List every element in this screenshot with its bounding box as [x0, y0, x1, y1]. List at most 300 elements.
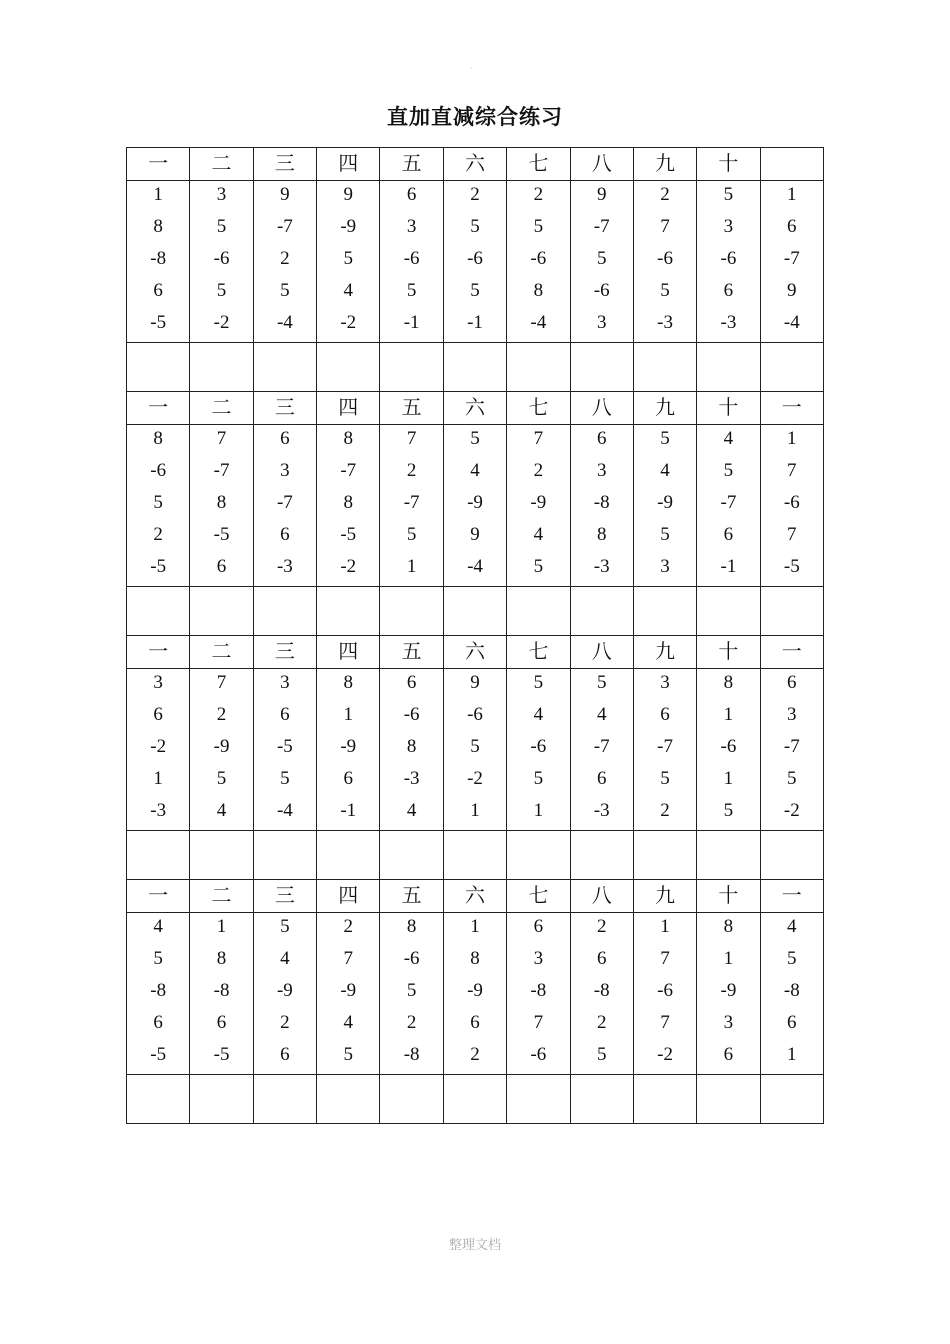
- operand: 5: [470, 216, 480, 237]
- column-header: 六: [443, 636, 506, 669]
- operand: 2: [596, 1012, 607, 1033]
- column-header: 五: [380, 880, 443, 913]
- operand: 4: [533, 524, 544, 545]
- operand: -5: [150, 556, 167, 577]
- operand: 7: [660, 1012, 670, 1033]
- problem-column: [760, 425, 823, 587]
- operand: 6: [153, 280, 163, 301]
- column-header: 五: [380, 636, 443, 669]
- problem-column: [253, 181, 316, 343]
- problem-column: [443, 181, 506, 343]
- operand: 1: [723, 704, 734, 725]
- operand: -8: [213, 980, 230, 1001]
- operand: 3: [596, 460, 607, 481]
- answer-cell[interactable]: [443, 587, 506, 636]
- problem-column: [380, 669, 443, 831]
- column-header: 八: [570, 880, 633, 913]
- operand: 6: [596, 948, 607, 969]
- operand: -7: [340, 460, 357, 481]
- problem-column: [570, 913, 633, 1075]
- operand: 5: [216, 280, 227, 301]
- operand: -6: [720, 248, 737, 269]
- operand: 9: [470, 672, 480, 693]
- answer-cell[interactable]: [127, 831, 190, 880]
- answer-cell[interactable]: [570, 1075, 633, 1124]
- column-header: 八: [570, 148, 633, 181]
- problem-column: [190, 425, 253, 587]
- column-header: 三: [253, 148, 316, 181]
- operand: -2: [340, 556, 357, 577]
- operand: 1: [660, 916, 670, 937]
- operand: 1: [343, 704, 353, 725]
- column-header: 三: [253, 880, 316, 913]
- operand: -2: [340, 312, 357, 333]
- answer-cell[interactable]: [190, 343, 253, 392]
- column-header: 六: [443, 148, 506, 181]
- operand: 9: [470, 524, 480, 545]
- operand: -7: [213, 460, 230, 481]
- operand: -6: [530, 736, 547, 757]
- answer-cell[interactable]: [443, 343, 506, 392]
- operand: 5: [216, 216, 227, 237]
- operand: 3: [153, 672, 163, 693]
- answer-cell[interactable]: [127, 1075, 190, 1124]
- answer-row: [127, 587, 824, 636]
- problem-column: [697, 669, 760, 831]
- operand: -5: [783, 556, 800, 577]
- operand: -6: [593, 280, 610, 301]
- operand: 5: [787, 768, 797, 789]
- column-header: 三: [253, 392, 316, 425]
- column-header: 九: [633, 148, 696, 181]
- column-header: 七: [507, 880, 570, 913]
- operand: 1: [787, 428, 797, 449]
- operand: 5: [406, 280, 417, 301]
- operand: 6: [153, 704, 163, 725]
- answer-cell[interactable]: [443, 831, 506, 880]
- column-header: 四: [317, 636, 380, 669]
- operand: 4: [280, 948, 290, 969]
- column-header: 六: [443, 880, 506, 913]
- operand: 3: [723, 216, 734, 237]
- column-header: 五: [380, 392, 443, 425]
- operand: 8: [596, 524, 607, 545]
- operand: -6: [403, 248, 420, 269]
- problem-column: [697, 425, 760, 587]
- operand: 5: [343, 1044, 353, 1065]
- problem-column: [633, 669, 696, 831]
- operand: -7: [276, 216, 293, 237]
- operand: 4: [343, 1012, 353, 1033]
- operand: 3: [660, 672, 670, 693]
- answer-cell[interactable]: [253, 343, 316, 392]
- answer-cell[interactable]: [317, 587, 380, 636]
- answer-cell[interactable]: [760, 343, 823, 392]
- operand: 6: [280, 524, 290, 545]
- operand: -1: [467, 312, 483, 333]
- answer-cell[interactable]: [570, 343, 633, 392]
- problem-row: [127, 669, 824, 831]
- operand: 4: [660, 460, 670, 481]
- operand: -4: [276, 312, 293, 333]
- answer-row: [127, 343, 824, 392]
- operand: 5: [406, 980, 417, 1001]
- answer-cell[interactable]: [507, 1075, 570, 1124]
- column-header: 七: [507, 636, 570, 669]
- answer-cell[interactable]: [633, 1075, 696, 1124]
- operand: 2: [406, 1012, 417, 1033]
- operand: -7: [593, 736, 610, 757]
- operand: 6: [533, 916, 544, 937]
- operand: -2: [213, 312, 230, 333]
- operand: 1: [723, 768, 734, 789]
- operand: 8: [406, 916, 417, 937]
- column-header: 九: [633, 636, 696, 669]
- operand: 6: [723, 280, 734, 301]
- operand: -9: [213, 736, 230, 757]
- operand: -9: [657, 492, 673, 513]
- answer-cell[interactable]: [253, 587, 316, 636]
- problem-column: [697, 913, 760, 1075]
- operand: 5: [596, 672, 607, 693]
- problem-column: [317, 425, 380, 587]
- exercise-table: [126, 147, 824, 1124]
- operand: 8: [406, 736, 417, 757]
- answer-cell[interactable]: [697, 1075, 760, 1124]
- operand: 9: [280, 184, 290, 205]
- operand: 8: [723, 672, 734, 693]
- problem-column: [507, 181, 570, 343]
- operand: 5: [723, 800, 734, 821]
- problem-column: [570, 669, 633, 831]
- operand: 3: [723, 1012, 734, 1033]
- answer-row: [127, 831, 824, 880]
- page-title: 直加直减综合练习: [387, 104, 563, 129]
- column-header: 一: [127, 880, 190, 913]
- column-header: 一: [760, 392, 823, 425]
- operand: -6: [403, 948, 420, 969]
- operand: 8: [343, 672, 353, 693]
- column-header: 六: [443, 392, 506, 425]
- answer-cell[interactable]: [633, 587, 696, 636]
- problem-column: [317, 913, 380, 1075]
- answer-cell[interactable]: [127, 343, 190, 392]
- column-header: 二: [190, 880, 253, 913]
- answer-cell[interactable]: [760, 1075, 823, 1124]
- operand: -6: [213, 248, 230, 269]
- operand: 6: [787, 1012, 797, 1033]
- problem-column: [380, 913, 443, 1075]
- operand: 8: [153, 216, 163, 237]
- answer-cell[interactable]: [507, 343, 570, 392]
- operand: 3: [406, 216, 417, 237]
- operand: 5: [470, 428, 480, 449]
- operand: 1: [787, 1044, 797, 1065]
- operand: 6: [406, 184, 417, 205]
- operand: -4: [783, 312, 800, 333]
- answer-cell[interactable]: [760, 831, 823, 880]
- problem-row: [127, 425, 824, 587]
- operand: 9: [596, 184, 607, 205]
- operand: 5: [660, 524, 670, 545]
- column-header: 二: [190, 392, 253, 425]
- answer-cell[interactable]: [380, 343, 443, 392]
- operand: -6: [530, 1044, 547, 1065]
- column-header: 一: [127, 148, 190, 181]
- operand: 2: [470, 1044, 480, 1065]
- operand: 2: [596, 916, 607, 937]
- operand: 6: [406, 672, 417, 693]
- header-row: [127, 148, 824, 181]
- operand: -8: [593, 980, 610, 1001]
- answer-cell[interactable]: [253, 1075, 316, 1124]
- column-header: 一: [127, 636, 190, 669]
- problem-column: [443, 425, 506, 587]
- operand: 5: [533, 216, 544, 237]
- operand: 5: [596, 1044, 607, 1065]
- operand: 6: [723, 1044, 734, 1065]
- answer-cell[interactable]: [507, 587, 570, 636]
- column-header: [760, 148, 823, 181]
- problem-column: [127, 425, 190, 587]
- operand: 9: [343, 184, 353, 205]
- answer-cell[interactable]: [380, 587, 443, 636]
- operand: 4: [787, 916, 797, 937]
- problem-column: [443, 669, 506, 831]
- operand: -9: [530, 492, 547, 513]
- answer-cell[interactable]: [633, 343, 696, 392]
- operand: -3: [150, 800, 167, 821]
- column-header: 七: [507, 148, 570, 181]
- problem-column: [443, 913, 506, 1075]
- problem-column: [697, 181, 760, 343]
- operand: 7: [533, 1012, 544, 1033]
- operand: 1: [406, 556, 417, 577]
- column-header: 五: [380, 148, 443, 181]
- operand: 2: [533, 460, 544, 481]
- answer-cell[interactable]: [190, 587, 253, 636]
- problem-column: [253, 425, 316, 587]
- operand: 6: [660, 704, 670, 725]
- problem-column: [633, 913, 696, 1075]
- operand: -7: [276, 492, 293, 513]
- operand: 8: [343, 492, 353, 513]
- operand: 5: [470, 280, 480, 301]
- operand: 3: [596, 312, 607, 333]
- problem-column: [317, 669, 380, 831]
- operand: -7: [783, 248, 800, 269]
- column-header: 十: [697, 392, 760, 425]
- answer-cell[interactable]: [697, 831, 760, 880]
- problem-column: [633, 181, 696, 343]
- operand: -9: [340, 736, 357, 757]
- answer-cell[interactable]: [443, 1075, 506, 1124]
- column-header: 四: [317, 880, 380, 913]
- problem-row: [127, 181, 824, 343]
- answer-cell[interactable]: [253, 831, 316, 880]
- operand: 5: [280, 916, 290, 937]
- operand: 6: [216, 556, 227, 577]
- operand: 3: [533, 948, 544, 969]
- answer-cell[interactable]: [697, 343, 760, 392]
- operand: -8: [150, 980, 167, 1001]
- operand: -5: [213, 1044, 230, 1065]
- operand: -9: [340, 980, 357, 1001]
- operand: -5: [213, 524, 230, 545]
- operand: 5: [153, 948, 163, 969]
- header-mark: ·: [470, 64, 473, 73]
- answer-cell[interactable]: [570, 831, 633, 880]
- operand: 5: [153, 492, 163, 513]
- operand: 7: [787, 524, 797, 545]
- operand: 6: [280, 428, 290, 449]
- operand: 8: [533, 280, 544, 301]
- operand: -9: [720, 980, 737, 1001]
- operand: 5: [216, 768, 227, 789]
- operand: -9: [276, 980, 293, 1001]
- problem-column: [380, 181, 443, 343]
- operand: -7: [403, 492, 420, 513]
- exercise-sheet: [126, 147, 824, 1124]
- answer-cell[interactable]: [380, 831, 443, 880]
- column-header: 十: [697, 636, 760, 669]
- header-row: [127, 636, 824, 669]
- operand: 8: [216, 948, 227, 969]
- operand: 6: [470, 1012, 480, 1033]
- operand: 8: [470, 948, 480, 969]
- operand: 1: [787, 184, 797, 205]
- operand: 3: [787, 704, 797, 725]
- operand: -8: [403, 1044, 420, 1065]
- operand: -9: [467, 492, 483, 513]
- operand: 2: [280, 248, 290, 269]
- column-header: 七: [507, 392, 570, 425]
- operand: 2: [343, 916, 353, 937]
- answer-cell[interactable]: [760, 587, 823, 636]
- operand: -6: [783, 492, 800, 513]
- operand: -5: [150, 1044, 167, 1065]
- operand: 2: [406, 460, 417, 481]
- operand: 1: [153, 768, 163, 789]
- problem-column: [127, 913, 190, 1075]
- operand: 8: [723, 916, 734, 937]
- operand: -4: [467, 556, 483, 577]
- operand: -5: [340, 524, 357, 545]
- column-header: 二: [190, 148, 253, 181]
- operand: -9: [467, 980, 483, 1001]
- operand: 6: [787, 216, 797, 237]
- operand: 6: [343, 768, 353, 789]
- operand: -3: [593, 556, 610, 577]
- problem-column: [760, 913, 823, 1075]
- problem-column: [760, 181, 823, 343]
- column-header: 二: [190, 636, 253, 669]
- problem-column: [190, 669, 253, 831]
- answer-cell[interactable]: [570, 587, 633, 636]
- operand: -9: [340, 216, 357, 237]
- problem-column: [570, 181, 633, 343]
- operand: 5: [723, 184, 734, 205]
- answer-cell[interactable]: [190, 1075, 253, 1124]
- problem-column: [380, 425, 443, 587]
- answer-cell[interactable]: [380, 1075, 443, 1124]
- operand: 2: [660, 800, 670, 821]
- column-header: 九: [633, 880, 696, 913]
- answer-cell[interactable]: [127, 587, 190, 636]
- column-header: 十: [697, 148, 760, 181]
- answer-cell[interactable]: [317, 1075, 380, 1124]
- answer-cell[interactable]: [317, 343, 380, 392]
- problem-column: [760, 669, 823, 831]
- operand: -1: [403, 312, 420, 333]
- operand: -7: [657, 736, 673, 757]
- operand: -7: [783, 736, 800, 757]
- operand: 8: [216, 492, 227, 513]
- operand: 3: [280, 460, 290, 481]
- answer-cell[interactable]: [317, 831, 380, 880]
- operand: -2: [657, 1044, 673, 1065]
- operand: -6: [657, 248, 673, 269]
- operand: -5: [150, 312, 167, 333]
- operand: -5: [276, 736, 293, 757]
- operand: 2: [216, 704, 227, 725]
- operand: 5: [280, 280, 290, 301]
- operand: -2: [783, 800, 800, 821]
- operand: 7: [216, 428, 227, 449]
- operand: 4: [216, 800, 227, 821]
- answer-cell[interactable]: [507, 831, 570, 880]
- operand: -6: [720, 736, 737, 757]
- page-footer: 整理文档: [448, 1238, 501, 1253]
- problem-column: [507, 669, 570, 831]
- operand: -7: [720, 492, 737, 513]
- operand: 2: [533, 184, 544, 205]
- operand: -1: [720, 556, 737, 577]
- problem-column: [253, 669, 316, 831]
- problem-column: [507, 425, 570, 587]
- operand: -3: [403, 768, 420, 789]
- operand: 2: [153, 524, 163, 545]
- problem-column: [633, 425, 696, 587]
- operand: -2: [467, 768, 483, 789]
- operand: -8: [150, 248, 167, 269]
- operand: 1: [470, 916, 480, 937]
- operand: 5: [280, 768, 290, 789]
- operand: 4: [153, 916, 163, 937]
- operand: -8: [593, 492, 610, 513]
- operand: 5: [660, 280, 670, 301]
- answer-cell[interactable]: [190, 831, 253, 880]
- operand: 4: [723, 428, 734, 449]
- operand: 7: [660, 216, 670, 237]
- operand: 7: [343, 948, 353, 969]
- operand: -6: [657, 980, 673, 1001]
- answer-cell[interactable]: [697, 587, 760, 636]
- operand: -6: [403, 704, 420, 725]
- operand: 6: [153, 1012, 163, 1033]
- column-header: 八: [570, 636, 633, 669]
- answer-row: [127, 1075, 824, 1124]
- operand: -3: [276, 556, 293, 577]
- operand: 5: [343, 248, 353, 269]
- answer-cell[interactable]: [633, 831, 696, 880]
- operand: 3: [660, 556, 670, 577]
- operand: 4: [533, 704, 544, 725]
- problem-column: [127, 669, 190, 831]
- operand: 6: [596, 428, 607, 449]
- operand: 4: [343, 280, 353, 301]
- column-header: 一: [127, 392, 190, 425]
